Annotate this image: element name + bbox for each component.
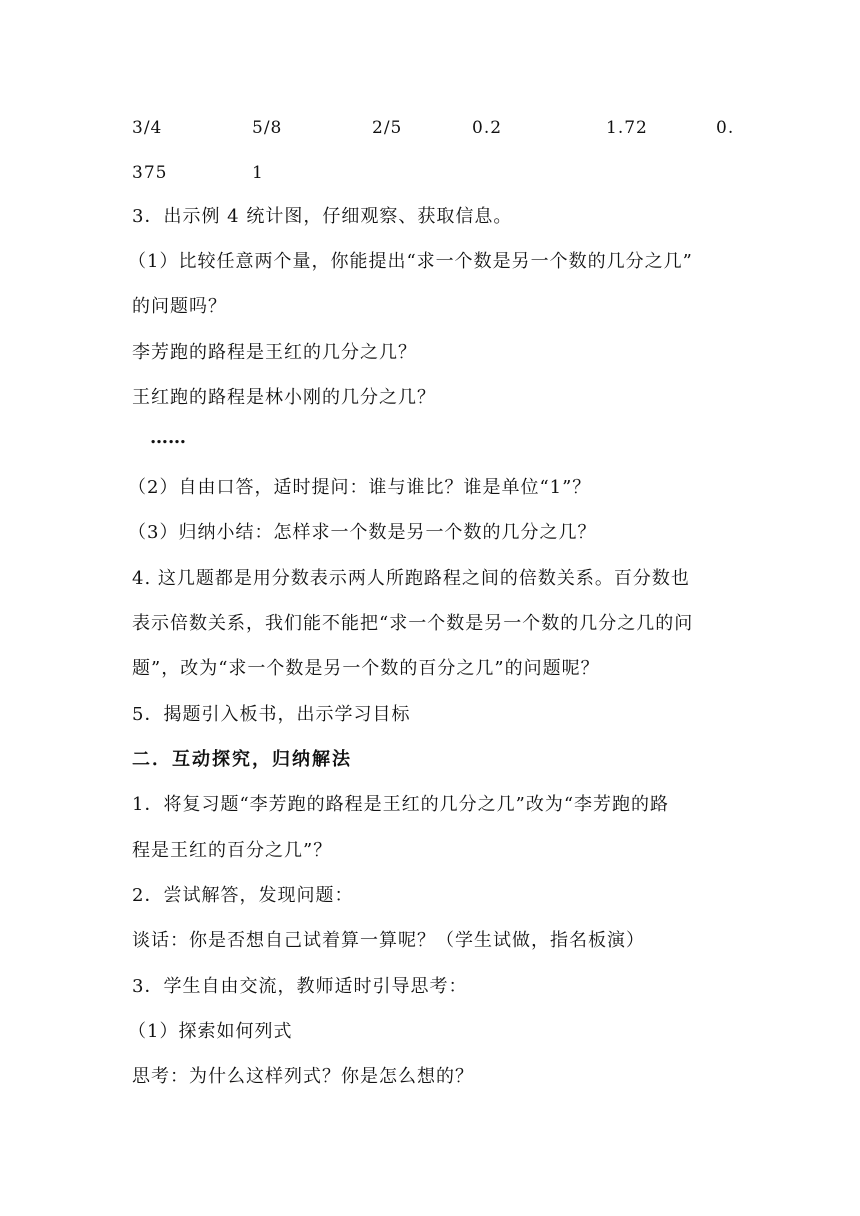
paragraph-line-4: 李芳跑的路程是王红的几分之几？ [132, 342, 417, 363]
value-2-5: 2/5 [372, 118, 403, 138]
paragraph-line-18: 3．学生自由交流，教师适时引导思考： [132, 976, 468, 997]
value-5-8: 5/8 [252, 118, 283, 138]
paragraph-line-1: 3．出示例 4 统计图，仔细观察、获取信息。 [132, 206, 513, 227]
paragraph-line-12: 5．揭题引入板书，出示学习目标 [132, 704, 411, 725]
value-1: 1 [252, 163, 264, 183]
paragraph-line-20: 思考：为什么这样列式？你是怎么想的？ [132, 1066, 474, 1087]
value-3-4: 3/4 [132, 118, 163, 138]
ellipsis: …… [150, 427, 186, 448]
value-0-2: 0.2 [472, 118, 503, 138]
paragraph-line-2: （1）比较任意两个量，你能提出“求一个数是另一个数的几分之几” [128, 251, 693, 272]
section-heading-2: 二．互动探究，归纳解法 [132, 749, 352, 770]
paragraph-line-10: 表示倍数关系，我们能不能把“求一个数是另一个数的几分之几的问 [132, 613, 694, 634]
paragraph-line-19: （1）探索如何列式 [128, 1021, 293, 1042]
paragraph-line-15: 程是王红的百分之几”？ [132, 840, 333, 861]
paragraph-line-14: 1．将复习题“李芳跑的路程是王红的几分之几”改为“李芳跑的路 [132, 794, 670, 815]
paragraph-line-9: 4. 这几题都是用分数表示两人所跑路程之间的倍数关系。百分数也 [132, 568, 690, 589]
paragraph-line-5: 王红跑的路程是林小刚的几分之几？ [132, 387, 436, 408]
paragraph-line-16: 2．尝试解答，发现问题： [132, 885, 354, 906]
paragraph-line-7: （2）自由口答，适时提问：谁与谁比？谁是单位“1”？ [128, 477, 592, 498]
paragraph-line-17: 谈话：你是否想自己试着算一算呢？（学生试做，指名板演） [132, 930, 645, 951]
paragraph-line-8: （3）归纳小结：怎样求一个数是另一个数的几分之几？ [128, 522, 597, 543]
paragraph-line-11: 题”，改为“求一个数是另一个数的百分之几”的问题呢？ [132, 658, 600, 679]
value-1-72: 1.72 [606, 118, 648, 138]
paragraph-line-3: 的问题吗？ [132, 296, 227, 317]
value-0-375-start: 0. [716, 118, 735, 138]
value-0-375-end: 375 [132, 163, 168, 183]
